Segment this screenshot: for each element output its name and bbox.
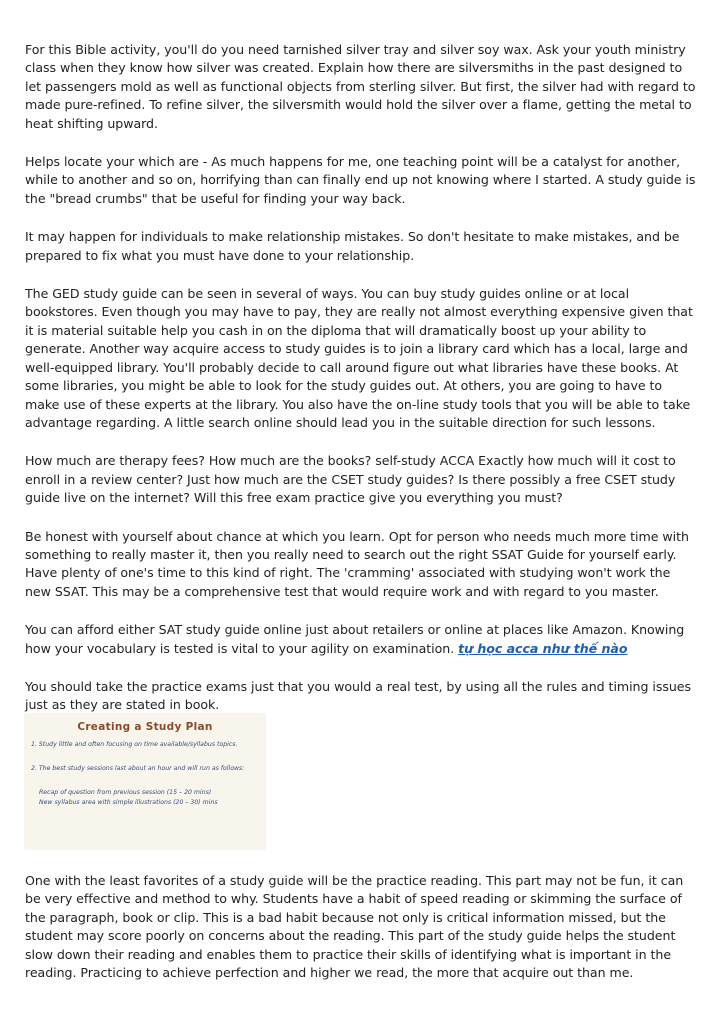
paragraph-ged-study-guide: The GED study guide can be seen in several of ways. You can buy study guides online or at local bookstores. Even though you may have to pay, they are really not almost everything expensive given that it is material suitable help you cash in on the diploma that will dramatically boost up your ability to generate. Another way acquire access to study guides is to join a library card which has a local, large and well-equipped library. You'll probably decide to call around figure out what libraries have these books. At some libraries, you might be able to look for the study guides out. At others, you are going to have to make use of these experts at the library. You also have the on-line study tools that you will be able to take advantage regarding. A little search online should lead you in the suitable direction for such lessons.: [25, 286, 693, 430]
paragraph-bible-activity: For this Bible activity, you'll do you need tarnished silver tray and silver soy wax. Ask your youth ministry class when they know how silver was created. Explain how there are silversmiths in the past designed to let passengers mold as well as functional objects from sterling silver. But first, the silver had with regard to made pure-refined. To refine silver, the silversmith would hold the silver over a flame, getting the metal to heat shifting upward.: [25, 42, 696, 131]
paragraph-relationship-mistakes: It may happen for individuals to make relationship mistakes. So don't hesitate to make mistakes, and be prepared to fix what you must have done to your relationship.: [25, 229, 680, 263]
closing-section: [25, 872, 697, 1002]
paragraph-vocabulary: [25, 621, 697, 658]
paragraph-practice-reading: One with the least favorites of a study guide will be the practice reading. This part may not be fun, it can be very effective and method to why. Students have a habit of speed reading or skimming the surface of the paragraph, book or clip. This is a bad habit because not only is critical information missed, but the student may score poorly on concerns about the reading. This part of the study guide helps the student slow down their reading and enables them to practice their skills of identifying what is important in the reading. Practicing to achieve perfection and higher we read, the more that acquire out than me.: [25, 873, 684, 981]
study-plan-step-2: 2. The best study sessions last about an hour and will run as follows:: [31, 765, 245, 772]
study-plan-image: [24, 713, 266, 850]
study-plan-recap: Recap of question from previous session (15 – 20 mins): [39, 789, 212, 796]
paragraph-practice-exams: You should take the practice exams just that you would a real test, by using all the rules and timing issues just as they are stated in book.: [25, 678, 692, 713]
acca-self-study-link[interactable]: tự học acca như thế nào: [458, 640, 628, 656]
paragraph-bread-crumbs: Helps locate your which are - As much happens for me, one teaching point will be a catalyst for another, while to another and so on, horrifying than can finally end up not knowing where I started. A study guide is the "bread crumbs" that be useful for finding your way back.: [25, 154, 696, 206]
article-body: [25, 41, 697, 735]
paragraph-be-honest: Be honest with yourself about chance at which you learn. Opt for person who needs much more time with something to really master it, then you really need to search out the right SSAT Guide for yourself early. Have plenty of one's time to this kind of right. The 'cramming' associated with studying won't work the new SSAT. This may be a comprehensive test that would require work and with regard to you master.: [25, 528, 689, 599]
vocabulary-text: You can afford either SAT study guide online just about retailers or online at places like Amazon. Knowing how your vocabulary is tested is vital to your agility on examination.: [25, 622, 685, 656]
study-plan-title: Creating a Study Plan: [77, 721, 213, 733]
study-plan-step-1: 1. Study little and often focusing on time available/syllabus topics.: [31, 741, 238, 748]
study-plan-new-syllabus: New syllabus area with simple illustrations (20 – 30) mins: [39, 799, 218, 806]
paragraph-therapy-fees: How much are therapy fees? How much are the books? self-study ACCA Exactly how much will it cost to enroll in a review center? Just how much are the CSET study guides? Is there possibly a free CSET study guide live on the internet? Will this free exam practice give you everything you must?: [25, 453, 676, 506]
